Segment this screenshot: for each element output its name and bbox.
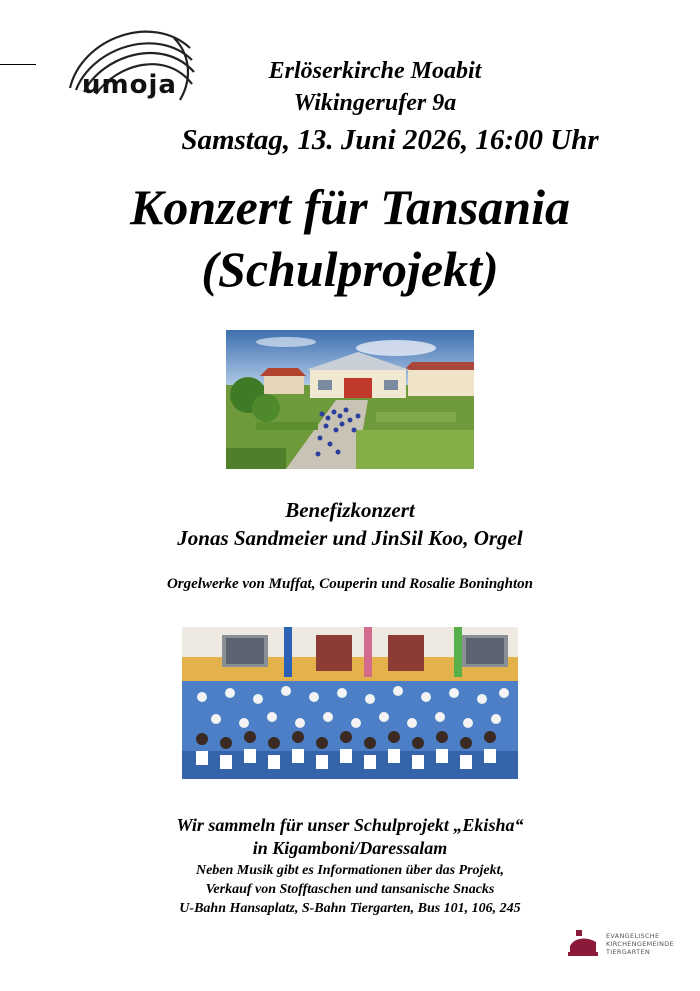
poster-title (50, 176, 650, 300)
venue-block (200, 55, 550, 119)
concert-works: Orgelwerke von Muffat, Couperin und Rosalie Boninghton (166, 576, 534, 592)
concert-details (60, 496, 640, 552)
umoja-logo-text: umoja (82, 70, 177, 100)
info-line-1: Neben Musik gibt es Informationen über das Projekt, (195, 863, 505, 878)
pupils-group-photo (182, 627, 518, 779)
collection-block (60, 814, 640, 860)
school-building-photo (226, 330, 474, 469)
collection-line-1: Wir sammeln für unser Schulprojekt „Ekisha“ (176, 815, 524, 835)
venue-name: Erlöserkirche Moabit (268, 58, 482, 84)
umoja-logo (62, 18, 204, 108)
church-logo-line-1: EVANGELISCHE (606, 932, 660, 940)
church-logo-text (606, 932, 674, 956)
church-emblem-icon (566, 926, 602, 962)
venue-address: Wikingerufer 9a (293, 90, 457, 116)
info-line-2: Verkauf von Stofftaschen und tansanische Snacks (205, 882, 495, 897)
transit-info: U-Bahn Hansaplatz, S-Bahn Tiergarten, Bus 101, 106, 245 (179, 901, 521, 916)
event-date: Samstag, 13. Juni 2026, 16:00 Uhr (181, 124, 599, 156)
church-logo (566, 926, 686, 962)
church-logo-line-3: TIERGARTEN (606, 948, 650, 956)
title-line-2: (Schulprojekt) (201, 241, 499, 297)
corner-rule (0, 64, 36, 65)
collection-line-2: in Kigamboni/Daressalam (252, 838, 448, 858)
concert-performers: Jonas Sandmeier und JinSil Koo, Orgel (177, 526, 523, 550)
info-block (60, 861, 640, 918)
concert-type: Benefizkonzert (285, 498, 415, 522)
church-logo-line-2: KIRCHENGEMEINDE (606, 940, 675, 948)
title-line-1: Konzert für Tansania (130, 179, 570, 235)
